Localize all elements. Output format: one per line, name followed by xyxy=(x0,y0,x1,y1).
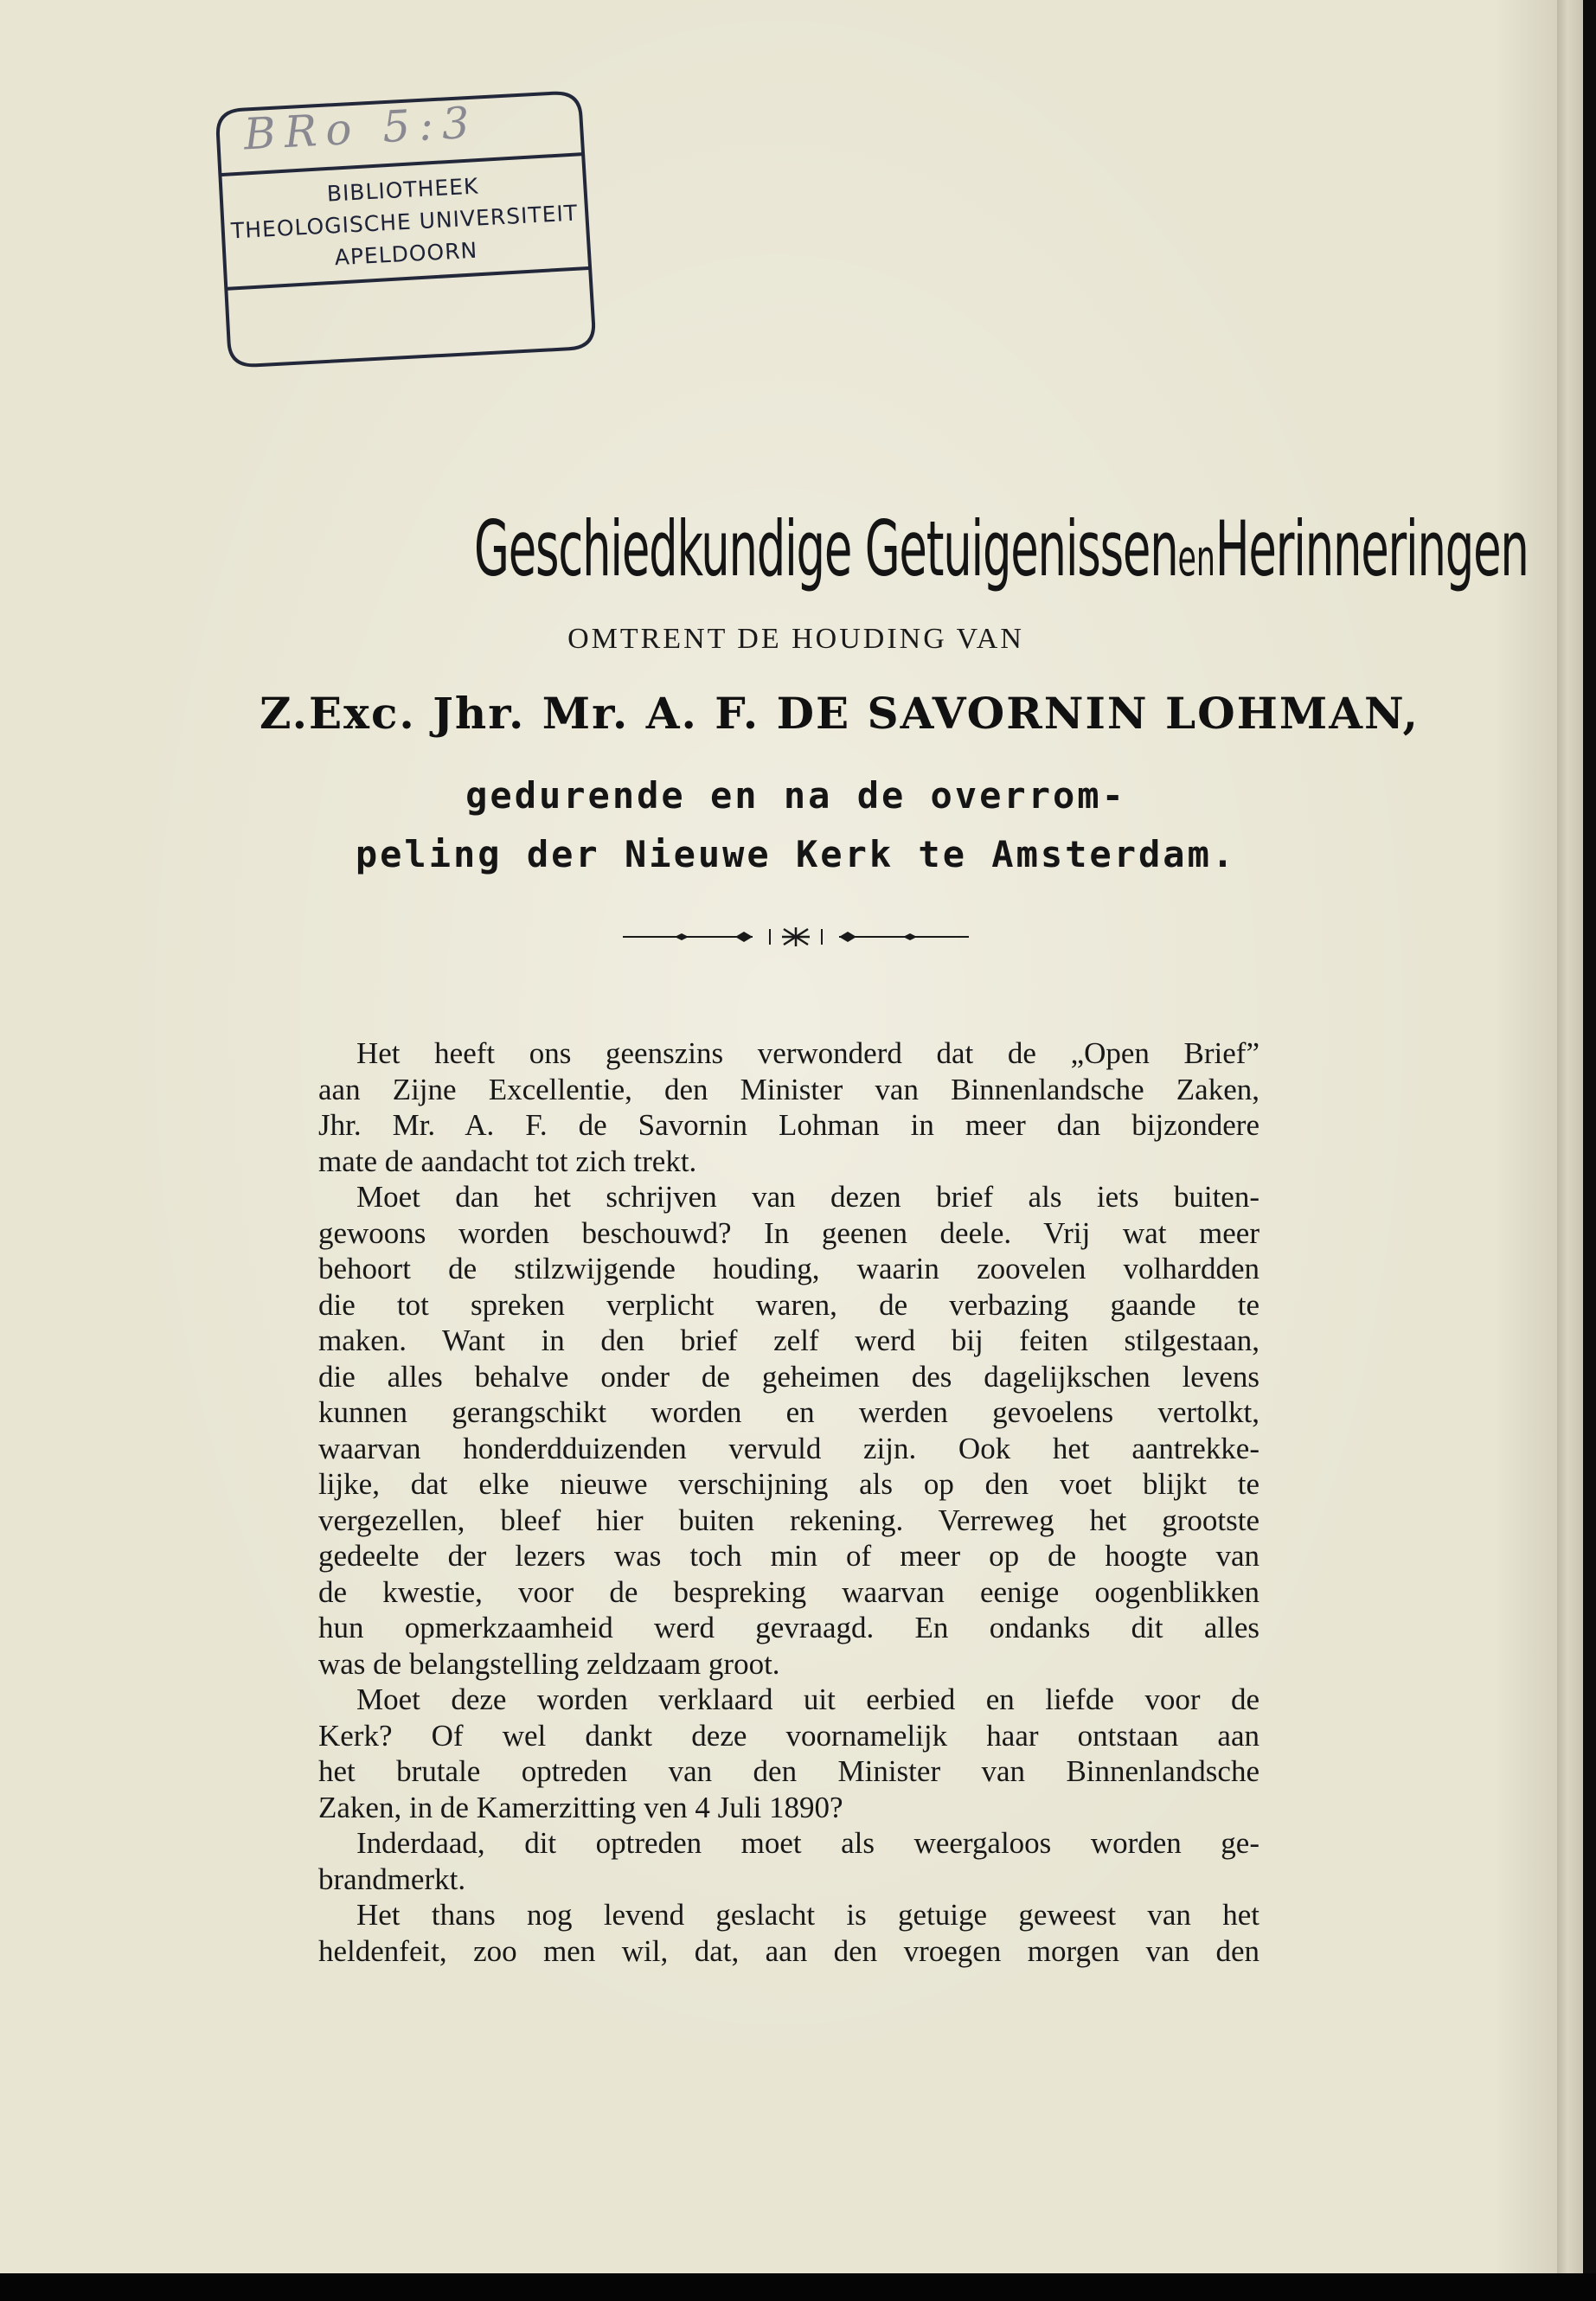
library-stamp xyxy=(190,80,619,379)
body-line: Zaken, in de Kamerzitting ven 4 Juli 1890? xyxy=(318,1790,843,1824)
body-line: die tot spreken verplicht waren, de verbazing gaande te xyxy=(318,1287,1259,1322)
body-line: Jhr. Mr. A. F. de Savornin Lohman in meer dan bijzondere xyxy=(318,1108,1259,1142)
body-line: Moet dan het schrijven van dezen brief als iets buiten- xyxy=(356,1180,1259,1214)
body-line: waarvan honderdduizenden vervuld zijn. Ook het aantrekke- xyxy=(318,1431,1259,1465)
page-edge xyxy=(1557,0,1583,2273)
body-line: Kerk? Of wel dankt deze voornamelijk haar ontstaan aan xyxy=(318,1718,1259,1753)
body-line: hun opmerkzaamheid werd gevraagd. En ondanks dit alles xyxy=(318,1611,1259,1644)
body-line: lijke, dat elke nieuwe verschijning als op den voet blijkt te xyxy=(318,1467,1259,1501)
body-line: de kwestie, voor de bespreking waarvan eenige oogenblikken xyxy=(318,1574,1259,1609)
page-title xyxy=(474,502,1529,606)
body-line: behoort de stilzwijgende houding, waarin zoovelen volhardden xyxy=(318,1252,1259,1285)
body-text xyxy=(318,1035,1259,1969)
body-line: Inderdaad, dit optreden moet als weergaloos worden ge- xyxy=(356,1826,1259,1860)
body-line: gewoons worden beschouwd? In geenen deele. Vrij wat meer xyxy=(318,1215,1259,1250)
body-line: gedeelte der lezers was toch min of meer op de hoogte van xyxy=(318,1539,1259,1573)
body-line: vergezellen, bleef hier buiten rekening. Verreweg het grootste xyxy=(318,1503,1259,1537)
body-line: maken. Want in den brief zelf werd bij feiten stilgestaan, xyxy=(318,1324,1259,1357)
stamp-library: BIBLIOTHEEK xyxy=(326,173,480,207)
body-line: brandmerkt. xyxy=(318,1862,466,1896)
minister-name: Z.Exc. Jhr. Mr. A. F. DE SAVORNIN LOHMAN, xyxy=(260,688,1420,739)
body-line: aan Zijne Excellentie, den Minister van Binnenlandsche Zaken, xyxy=(318,1072,1259,1106)
stamp-institution: THEOLOGISCHE UNIVERSITEIT xyxy=(230,200,579,244)
body-line: Moet deze worden verklaard uit eerbied en liefde voor de xyxy=(356,1682,1259,1716)
title-part2: Herinneringen xyxy=(1215,504,1529,593)
occasion-line-2: peling der Nieuwe Kerk te Amsterdam. xyxy=(355,833,1237,875)
body-line: het brutale optreden van den Minister van Binnenlandsche xyxy=(318,1754,1259,1788)
body-line: mate de aandacht tot zich trekt. xyxy=(318,1144,697,1178)
ornament-divider xyxy=(623,924,969,950)
title-part1: Geschiedkundige Getuigenissen xyxy=(474,504,1178,593)
title-conjunction: en xyxy=(1177,529,1215,587)
body-line: Het heeft ons geenszins verwonderd dat de „Open Brief” xyxy=(356,1036,1259,1070)
stamp-city: APELDOORN xyxy=(334,237,478,271)
stamp-shelfmark: BRo 5:3 xyxy=(242,97,480,160)
body-line: kunnen gerangschikt worden en werden gevoelens vertolkt, xyxy=(318,1395,1259,1429)
subtitle: OMTRENT DE HOUDING VAN xyxy=(567,623,1024,655)
body-line: die alles behalve onder de geheimen des dagelijkschen levens xyxy=(318,1359,1259,1394)
scan-border xyxy=(0,2273,1596,2301)
body-line: was de belangstelling zeldzaam groot. xyxy=(318,1646,780,1681)
body-line: heldenfeit, zoo men wil, dat, aan den vroegen morgen van den xyxy=(318,1933,1259,1968)
body-line: Het thans nog levend geslacht is getuige geweest van het xyxy=(356,1898,1259,1932)
occasion-line-1: gedurende en na de overrom- xyxy=(465,774,1126,817)
